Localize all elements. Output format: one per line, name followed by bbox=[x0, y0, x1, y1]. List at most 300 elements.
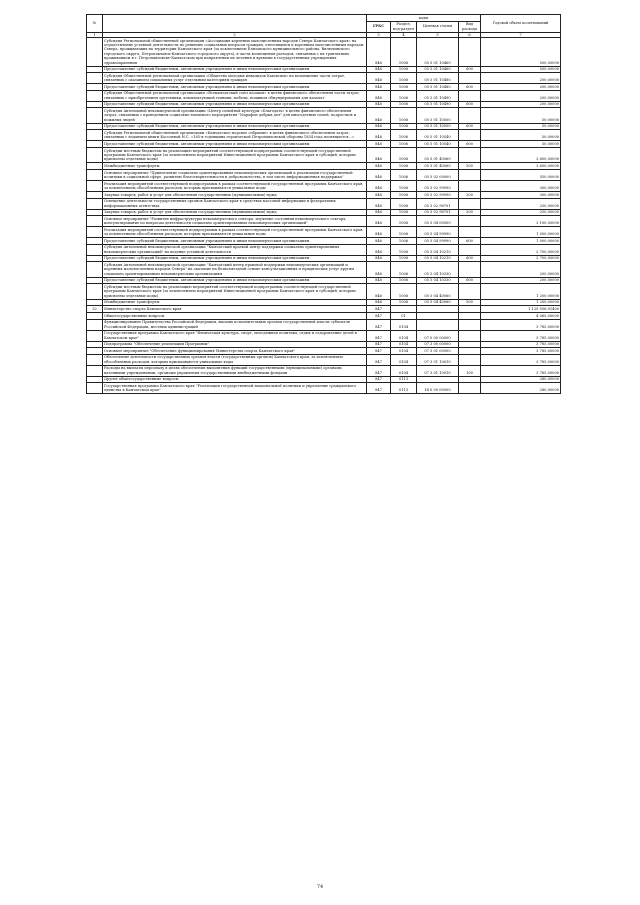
row-number bbox=[87, 90, 103, 101]
table-row bbox=[87, 66, 561, 73]
row-grbs: 847 bbox=[367, 376, 391, 383]
row-number bbox=[87, 198, 103, 209]
row-target: 05 5 04 99990 bbox=[417, 227, 459, 238]
row-amount: 1 200,00000 bbox=[481, 284, 561, 299]
row-amount: 3 785,00000 bbox=[481, 354, 561, 365]
row-number bbox=[87, 108, 103, 123]
row-grbs: 846 bbox=[367, 216, 391, 227]
row-grbs: 847 bbox=[367, 312, 391, 319]
row-amount: 4 065,00000 bbox=[481, 312, 561, 319]
column-number: 4 bbox=[391, 32, 417, 37]
table-row bbox=[87, 306, 561, 313]
row-description: Подпрограмма "Обеспечение реализации Программы" bbox=[103, 341, 367, 348]
table-row bbox=[87, 181, 561, 192]
row-target: 05 5 01 10480 bbox=[417, 73, 459, 84]
row-section: 1006 bbox=[391, 238, 417, 245]
table-row bbox=[87, 123, 561, 130]
table-row bbox=[87, 101, 561, 108]
table-row bbox=[87, 130, 561, 141]
column-number: 7 bbox=[481, 32, 561, 37]
row-grbs: 846 bbox=[367, 163, 391, 170]
row-expense-type bbox=[459, 216, 481, 227]
row-grbs: 847 bbox=[367, 341, 391, 348]
row-target: 05 5 02 99990 bbox=[417, 192, 459, 199]
row-grbs: 846 bbox=[367, 130, 391, 141]
row-number bbox=[87, 101, 103, 108]
row-section: 0113 bbox=[391, 376, 417, 383]
row-target bbox=[417, 376, 459, 383]
row-expense-type bbox=[459, 181, 481, 192]
row-section: 1006 bbox=[391, 101, 417, 108]
row-grbs: 846 bbox=[367, 90, 391, 101]
row-grbs: 846 bbox=[367, 108, 391, 123]
row-section: 0104 bbox=[391, 348, 417, 355]
table-row bbox=[87, 348, 561, 355]
row-target bbox=[417, 312, 459, 319]
row-description: Предоставление субсидий бюджетным, автономным учреждениям и иным некоммерческим организациям bbox=[103, 141, 367, 148]
row-description: Предоставление субсидий бюджетным, автономным учреждениям и иным некоммерческим организациям bbox=[103, 66, 367, 73]
table-row bbox=[87, 330, 561, 341]
row-grbs: 847 bbox=[367, 348, 391, 355]
row-description: Министерство спорта Камчатского края bbox=[103, 306, 367, 313]
row-grbs: 846 bbox=[367, 101, 391, 108]
row-section: 1006 bbox=[391, 123, 417, 130]
row-expense-type: 200 bbox=[459, 192, 481, 199]
row-target: 05 5 04 40060 bbox=[417, 299, 459, 306]
row-description: Предоставление субсидий бюджетным, автономным учреждениям и иным некоммерческим организациям bbox=[103, 255, 367, 262]
row-section: 1006 bbox=[391, 130, 417, 141]
row-grbs: 846 bbox=[367, 262, 391, 277]
row-amount: 2 700,00000 bbox=[481, 244, 561, 255]
row-amount: 3 600,00000 bbox=[481, 148, 561, 163]
table-row bbox=[87, 216, 561, 227]
row-grbs: 846 bbox=[367, 227, 391, 238]
row-section: 1006 bbox=[391, 262, 417, 277]
row-expense-type: 600 bbox=[459, 141, 481, 148]
table-row bbox=[87, 238, 561, 245]
table-row bbox=[87, 170, 561, 181]
row-grbs: 846 bbox=[367, 209, 391, 216]
row-section: 0104 bbox=[391, 365, 417, 376]
header-amount: Годовой объем ассигнований bbox=[481, 15, 561, 33]
row-expense-type: 600 bbox=[459, 277, 481, 284]
row-target: 05 5 01 10500 bbox=[417, 108, 459, 123]
row-amount: 50,00000 bbox=[481, 130, 561, 141]
row-description: Субсидии местным бюджетам на реализацию мероприятий соответствующей подпрограммы соответствующей государственной программы Камчатского края (за исключением мероприятий Инвестиционной программы Камчатского края и субсидий, которым присвоены отдельные коды) bbox=[103, 284, 367, 299]
row-description: Субсидия Общественной региональной организации «Всекамчатский союз казаков» в целях финансового обеспечения части затрат, связанных с приобретением оргтехники, комплектующей техники, мебели, пошивом обмундирования для казачат bbox=[103, 90, 367, 101]
row-number bbox=[87, 354, 103, 365]
row-amount: 3 785,00000 bbox=[481, 348, 561, 355]
row-expense-type bbox=[459, 244, 481, 255]
page-number: 74 bbox=[316, 884, 324, 890]
row-expense-type: 600 bbox=[459, 255, 481, 262]
row-target: 07 3 01 10010 bbox=[417, 354, 459, 365]
row-amount: 280,00000 bbox=[481, 376, 561, 383]
row-section: 1006 bbox=[391, 38, 417, 67]
row-amount: 3 785,00000 bbox=[481, 319, 561, 330]
row-number bbox=[87, 341, 103, 348]
row-grbs: 846 bbox=[367, 38, 391, 67]
row-description: Основное мероприятие "Развитие инфраструктуры некоммерческого сектора, изучение состояния некоммерческого сектора, консультирование по вопросам деятельности социально ориентированных некоммерческих организаций" bbox=[103, 216, 367, 227]
row-number bbox=[87, 383, 103, 394]
row-description: Основное мероприятие "Привлечение социально ориентированных некоммерческих организаций к реализации государственной политики в социальной сфере, развитию благотворительности и добровольчества, в том числе информационная поддержка" bbox=[103, 170, 367, 181]
row-section: 01 bbox=[391, 312, 417, 319]
row-section: 1006 bbox=[391, 227, 417, 238]
row-target: 05 5 01 10460 bbox=[417, 66, 459, 73]
row-expense-type: 100 bbox=[459, 365, 481, 376]
row-section: 1006 bbox=[391, 277, 417, 284]
row-description: Субсидия Региональной общественной организации «Ассоциация коренных малочисленных народов Севера Камчатского края» на осуществление уставной деятельности по решению социальных вопросов граждан, относящихся к коренным малочисленным народам Севера, проживающих на территории Камчатского края (за исключением Елизовского муниципального района, Вилючинского городского округа, Петропавловск-Камчатского городского округа), в части возмещения расходов, связанных с их транзитным проживанием в г. Петропавловске-Камчатском при направлении их лечения и времени в государственных учреждениях здравоохранения bbox=[103, 38, 367, 67]
row-expense-type bbox=[459, 90, 481, 101]
table-row bbox=[87, 141, 561, 148]
row-amount: 1 200,00000 bbox=[481, 299, 561, 306]
row-number bbox=[87, 255, 103, 262]
row-target: 05 5 01 10480 bbox=[417, 84, 459, 91]
row-expense-type bbox=[459, 262, 481, 277]
row-section: 1006 bbox=[391, 148, 417, 163]
row-section: 1006 bbox=[391, 299, 417, 306]
row-target: 05 5 04 10330 bbox=[417, 262, 459, 277]
row-target: 05 5 01 40060 bbox=[417, 163, 459, 170]
row-amount: 300,00000 bbox=[481, 192, 561, 199]
row-number bbox=[87, 141, 103, 148]
column-number: 3 bbox=[367, 32, 391, 37]
row-target: 05 5 04 99990 bbox=[417, 238, 459, 245]
row-amount: 50,00000 bbox=[481, 141, 561, 148]
row-grbs: 846 bbox=[367, 255, 391, 262]
row-number bbox=[87, 216, 103, 227]
row-grbs: 846 bbox=[367, 181, 391, 192]
table-row bbox=[87, 163, 561, 170]
header-grbs: ГРБС bbox=[367, 21, 391, 32]
row-amount: 50,00000 bbox=[481, 108, 561, 123]
table-row bbox=[87, 383, 561, 394]
row-target: 05 5 04 10210 bbox=[417, 244, 459, 255]
table-row bbox=[87, 365, 561, 376]
row-expense-type bbox=[459, 306, 481, 313]
row-amount: 550,00000 bbox=[481, 170, 561, 181]
row-section: 0104 bbox=[391, 319, 417, 330]
row-section: 1006 bbox=[391, 216, 417, 227]
row-expense-type bbox=[459, 354, 481, 365]
column-number: 2 bbox=[103, 32, 367, 37]
row-number bbox=[87, 319, 103, 330]
row-section: 1006 bbox=[391, 170, 417, 181]
row-number bbox=[87, 365, 103, 376]
table-row bbox=[87, 38, 561, 67]
row-target: 05 5 01 10490 bbox=[417, 101, 459, 108]
row-expense-type bbox=[459, 383, 481, 394]
row-target: 05 5 02 99990 bbox=[417, 181, 459, 192]
row-expense-type: 600 bbox=[459, 84, 481, 91]
row-target: 05 5 04 10210 bbox=[417, 255, 459, 262]
row-amount: 3 785,00000 bbox=[481, 365, 561, 376]
row-target: 05 5 01 10490 bbox=[417, 90, 459, 101]
row-description: Расходы на выплаты персоналу в целях обеспечения выполнения функций государственными (муниципальными) органами, казенными учреждениями, органами управления государственными внебюджетными фондами bbox=[103, 365, 367, 376]
row-description: Реализация мероприятий соответствующей подпрограммы в рамках соответствующей государственной программы Камчатского края, за исключением обособленных расходов, которым присваиваются уникальные коды bbox=[103, 227, 367, 238]
row-expense-type bbox=[459, 319, 481, 330]
row-target: 05 5 02 98701 bbox=[417, 209, 459, 216]
row-expense-type bbox=[459, 108, 481, 123]
row-number bbox=[87, 299, 103, 306]
row-target: 14 0 00 00000 bbox=[417, 383, 459, 394]
table-row bbox=[87, 90, 561, 101]
row-expense-type bbox=[459, 348, 481, 355]
table-row bbox=[87, 319, 561, 330]
table-row bbox=[87, 192, 561, 199]
table-row bbox=[87, 284, 561, 299]
row-description: Предоставление субсидий бюджетным, автономным учреждениям и иным некоммерческим организациям bbox=[103, 277, 367, 284]
row-grbs: 846 bbox=[367, 141, 391, 148]
row-description: Освещение деятельности государственных органов Камчатского края в средствах массовой информации и федеральных информационных агентствах bbox=[103, 198, 367, 209]
row-description: Межбюджетные трансферты bbox=[103, 163, 367, 170]
row-expense-type bbox=[459, 38, 481, 67]
row-amount: 250,00000 bbox=[481, 209, 561, 216]
row-amount: 1 000,00000 bbox=[481, 227, 561, 238]
table-row bbox=[87, 227, 561, 238]
table-header-row bbox=[87, 15, 561, 22]
table-row bbox=[87, 277, 561, 284]
row-description: Предоставление субсидий бюджетным, автономным учреждениям и иным некоммерческим организациям bbox=[103, 238, 367, 245]
table-row bbox=[87, 299, 561, 306]
row-section: 0113 bbox=[391, 383, 417, 394]
row-number bbox=[87, 348, 103, 355]
row-number bbox=[87, 73, 103, 84]
column-number: 6 bbox=[459, 32, 481, 37]
row-target bbox=[417, 306, 459, 313]
row-description: Предоставление субсидий бюджетным, автономным учреждениям и иным некоммерческим организациям bbox=[103, 101, 367, 108]
row-description: Закупка товаров, работ и услуг для обеспечения государственных (муниципальных) нужд bbox=[103, 192, 367, 199]
row-section: 0104 bbox=[391, 330, 417, 341]
row-number bbox=[87, 284, 103, 299]
row-grbs: 847 bbox=[367, 365, 391, 376]
row-expense-type: 500 bbox=[459, 299, 481, 306]
row-amount: 200,00000 bbox=[481, 73, 561, 84]
row-expense-type bbox=[459, 330, 481, 341]
header-type: Вид расхода bbox=[459, 21, 481, 32]
row-number bbox=[87, 262, 103, 277]
row-expense-type: 600 bbox=[459, 123, 481, 130]
row-grbs: 847 bbox=[367, 383, 391, 394]
row-target: 05 5 04 40060 bbox=[417, 284, 459, 299]
row-number bbox=[87, 123, 103, 130]
table-row bbox=[87, 84, 561, 91]
row-amount: 280,00000 bbox=[481, 383, 561, 394]
row-amount: 1 129 556,01400 bbox=[481, 306, 561, 313]
table-row bbox=[87, 376, 561, 383]
row-section: 1006 bbox=[391, 209, 417, 216]
row-section: 1006 bbox=[391, 84, 417, 91]
row-target: 05 5 02 98701 bbox=[417, 198, 459, 209]
row-target: 07 3 01 00000 bbox=[417, 348, 459, 355]
row-expense-type bbox=[459, 312, 481, 319]
row-grbs: 846 bbox=[367, 84, 391, 91]
row-amount: 250,00000 bbox=[481, 198, 561, 209]
row-amount: 50,00000 bbox=[481, 123, 561, 130]
row-description: Основное мероприятие "Обеспечение функционирования Министерства спорта Камчатского края" bbox=[103, 348, 367, 355]
table-row bbox=[87, 244, 561, 255]
row-number bbox=[87, 84, 103, 91]
row-number bbox=[87, 330, 103, 341]
row-amount: 300,00000 bbox=[481, 181, 561, 192]
row-expense-type bbox=[459, 148, 481, 163]
row-number bbox=[87, 238, 103, 245]
row-description: Функционирование Правительства Российской Федерации, высших исполнительных органов государственной власти субъектов Российской Федерации, местных администраций bbox=[103, 319, 367, 330]
row-expense-type: 600 bbox=[459, 101, 481, 108]
row-expense-type bbox=[459, 73, 481, 84]
table-row bbox=[87, 262, 561, 277]
row-grbs: 846 bbox=[367, 170, 391, 181]
row-section: 1006 bbox=[391, 198, 417, 209]
row-section: 1006 bbox=[391, 90, 417, 101]
table-row bbox=[87, 341, 561, 348]
row-section: 1006 bbox=[391, 163, 417, 170]
row-amount: 3 600,00000 bbox=[481, 163, 561, 170]
table-row bbox=[87, 209, 561, 216]
row-section: 0104 bbox=[391, 354, 417, 365]
row-description: Субсидии местным бюджетам на реализацию мероприятий соответствующей подпрограммы соответствующей государственной программы Камчатского края (за исключением мероприятий Инвестиционной программы Камчатского края и субсидий, которым присвоены отдельные коды) bbox=[103, 148, 367, 163]
row-grbs: 846 bbox=[367, 277, 391, 284]
row-expense-type bbox=[459, 341, 481, 348]
header-name bbox=[103, 15, 367, 33]
row-section: 1006 bbox=[391, 141, 417, 148]
row-expense-type bbox=[459, 376, 481, 383]
row-description: Субсидия Региональной общественной организации «Камчатское морское собрание» в целях финансового обеспечения затрат, связанных с изданием книги Косолевой Н.С. «165-я годовщина героической Петропавловской обороны 1854 года посвящается…» bbox=[103, 130, 367, 141]
row-description: Общегосударственные вопросы bbox=[103, 312, 367, 319]
row-number bbox=[87, 130, 103, 141]
row-description: Субсидия Автономной некоммерческой организации «Центр семейной культуры «Благодать» в целях финансового обеспечения затрат, связанных с проведением социально-значимого мероприятия "Марафон добрых дел" для многодетных семей, подростков и пожилых людей bbox=[103, 108, 367, 123]
row-target: 07 3 01 10010 bbox=[417, 365, 459, 376]
row-description: Другие общегосударственные вопросы bbox=[103, 376, 367, 383]
row-target: 05 5 02 00000 bbox=[417, 170, 459, 181]
budget-table bbox=[86, 14, 561, 394]
table-row bbox=[87, 198, 561, 209]
row-target: 05 5 04 10330 bbox=[417, 277, 459, 284]
row-amount: 1 000,00000 bbox=[481, 238, 561, 245]
row-description: Предоставление субсидий бюджетным, автономным учреждениям и иным некоммерческим организациям bbox=[103, 123, 367, 130]
row-number bbox=[87, 181, 103, 192]
row-description: Субсидия Общественной региональной организации «Общество молодых инвалидов Камчатки» на возмещение части затрат, связанных с оказанием социальных услуг отдельным категориям граждан bbox=[103, 73, 367, 84]
row-expense-type: 200 bbox=[459, 209, 481, 216]
table-row bbox=[87, 312, 561, 319]
row-grbs: 846 bbox=[367, 66, 391, 73]
row-number bbox=[87, 163, 103, 170]
row-section: 0104 bbox=[391, 341, 417, 348]
table-row bbox=[87, 148, 561, 163]
row-number: 32 bbox=[87, 306, 103, 313]
row-amount: 2 700,00000 bbox=[481, 255, 561, 262]
column-number: 1 bbox=[87, 32, 103, 37]
table-row bbox=[87, 108, 561, 123]
row-grbs: 846 bbox=[367, 299, 391, 306]
row-grbs: 847 bbox=[367, 330, 391, 341]
row-number bbox=[87, 277, 103, 284]
row-expense-type bbox=[459, 198, 481, 209]
row-description: Государственная программа Камчатского края "Реализация государственной национальной политики и укрепление гражданского единства в Камчатском крае" bbox=[103, 383, 367, 394]
row-target: 05 5 01 10540 bbox=[417, 130, 459, 141]
row-expense-type: 600 bbox=[459, 238, 481, 245]
row-number bbox=[87, 227, 103, 238]
table-row bbox=[87, 255, 561, 262]
row-section: 1006 bbox=[391, 192, 417, 199]
row-amount: 200,00000 bbox=[481, 277, 561, 284]
row-number bbox=[87, 170, 103, 181]
row-section: 1006 bbox=[391, 73, 417, 84]
header-codes: коды bbox=[367, 15, 481, 22]
row-expense-type: 500 bbox=[459, 163, 481, 170]
row-amount: 200,00000 bbox=[481, 101, 561, 108]
row-grbs: 846 bbox=[367, 192, 391, 199]
row-amount: 500,00000 bbox=[481, 38, 561, 67]
row-section: 1006 bbox=[391, 108, 417, 123]
row-number bbox=[87, 312, 103, 319]
row-target: 05 5 01 10460 bbox=[417, 38, 459, 67]
row-amount: 200,00000 bbox=[481, 262, 561, 277]
row-target: 05 5 01 40060 bbox=[417, 148, 459, 163]
row-grbs: 846 bbox=[367, 73, 391, 84]
row-amount: 200,00000 bbox=[481, 90, 561, 101]
row-grbs: 847 bbox=[367, 319, 391, 330]
row-target: 07 3 00 00000 bbox=[417, 341, 459, 348]
row-target: 05 5 01 10500 bbox=[417, 123, 459, 130]
row-grbs: 847 bbox=[367, 354, 391, 365]
row-expense-type bbox=[459, 170, 481, 181]
row-grbs: 846 bbox=[367, 238, 391, 245]
row-section: 1006 bbox=[391, 244, 417, 255]
column-number: 5 bbox=[417, 32, 459, 37]
row-description: Реализация мероприятий соответствующей подпрограммы в рамках соответствующей государственной программы Камчатского края, за исключением обособленных расходов, которым присваиваются уникальные коды bbox=[103, 181, 367, 192]
row-description: Закупка товаров, работ и услуг для обеспечения государственных (муниципальных) нужд bbox=[103, 209, 367, 216]
row-description: Субсидия Автономной некоммерческой организации "Камчатский краевой центр поддержки социально ориентированных некоммерческих организаций" на ведение уставной деятельности bbox=[103, 244, 367, 255]
row-expense-type bbox=[459, 284, 481, 299]
row-amount: 3 100,00000 bbox=[481, 216, 561, 227]
table-row bbox=[87, 73, 561, 84]
row-section: 1006 bbox=[391, 255, 417, 262]
table-row bbox=[87, 354, 561, 365]
row-grbs: 847 bbox=[367, 306, 391, 313]
row-description: Субсидия Автономной некоммерческой организации "Камчатский центр правовой поддержки некоммерческих организаций и коренных малочисленных народов Севера" на оказание на безвозмездной основе консультационных и юридических услуг другим социально ориентированным некоммерческим организациям bbox=[103, 262, 367, 277]
table-body bbox=[87, 38, 561, 394]
row-expense-type bbox=[459, 227, 481, 238]
row-number bbox=[87, 209, 103, 216]
header-target: Целевая статья bbox=[417, 21, 459, 32]
row-target: 07 0 00 00000 bbox=[417, 330, 459, 341]
row-section: 1006 bbox=[391, 181, 417, 192]
row-number bbox=[87, 66, 103, 73]
header-section: Раздел, под-раздел bbox=[391, 21, 417, 32]
row-expense-type: 600 bbox=[459, 66, 481, 73]
row-target bbox=[417, 319, 459, 330]
row-number bbox=[87, 244, 103, 255]
row-section: 1006 bbox=[391, 66, 417, 73]
row-description: Предоставление субсидий бюджетным, автономным учреждениям и иным некоммерческим организациям bbox=[103, 84, 367, 91]
row-number bbox=[87, 192, 103, 199]
row-grbs: 846 bbox=[367, 198, 391, 209]
row-description: Государственная программа Камчатского края "Физическая культура, спорт, молодежная политика, отдых и оздоровление детей в Камчатском крае" bbox=[103, 330, 367, 341]
row-number bbox=[87, 38, 103, 67]
row-number bbox=[87, 148, 103, 163]
row-amount: 3 785,00000 bbox=[481, 330, 561, 341]
row-amount: 500,00000 bbox=[481, 66, 561, 73]
row-grbs: 846 bbox=[367, 123, 391, 130]
row-number bbox=[87, 376, 103, 383]
row-grbs: 846 bbox=[367, 244, 391, 255]
row-grbs: 846 bbox=[367, 284, 391, 299]
row-amount: 3 785,00000 bbox=[481, 341, 561, 348]
row-grbs: 846 bbox=[367, 148, 391, 163]
row-target: 05 5 04 00000 bbox=[417, 216, 459, 227]
row-section: 1006 bbox=[391, 284, 417, 299]
